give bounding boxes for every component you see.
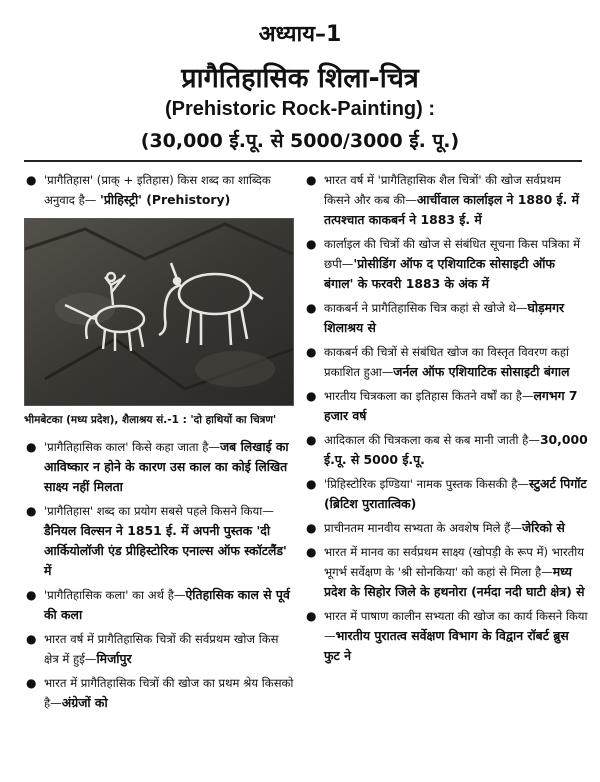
question-text: 'प्रागैतिहास' (प्राक् + इतिहास) किस शब्द का शाब्दिक अनुवाद है— (44, 173, 271, 207)
list-item (24, 170, 294, 210)
question-text: आदिकाल की चित्रकला कब से कब मानी जाती है— (324, 433, 540, 447)
bullet-icon: ● (26, 588, 37, 602)
title-divider (24, 160, 582, 162)
bullet-icon: ● (306, 609, 317, 623)
list-item (24, 437, 294, 497)
list-item (304, 518, 588, 538)
list-item (304, 170, 588, 230)
answer-text: डैनियल विल्सन ने 1851 ई. में अपनी पुस्तक 'दी आर्कियोलॉजी एंड प्रीहिस्टोरिक एनाल्स ऑफ स्कॉटलैंड' में (44, 523, 287, 578)
question-text: 'प्रागैतिहासिक कला' का अर्थ है— (44, 588, 186, 602)
answer-text: 30,000 ई.पू. से 5000 ई.पू. (324, 432, 588, 467)
answer-text: 'प्रोसीडिंग ऑफ द एशियाटिक सोसाइटी ऑफ बंगाल' के फरवरी 1883 के अंक में (324, 256, 555, 291)
answer-text: जब लिखाई का आविष्कार न होने के कारण उस काल का कोई लिखित साक्ष्य नहीं मिलता (44, 439, 289, 494)
list-item (304, 542, 588, 602)
bullet-icon: ● (26, 676, 37, 690)
answer-text: मध्य प्रदेश के सिहोर जिले के हथनोरा (नर्मदा नदी घाटी क्षेत्र) से (324, 564, 585, 599)
question-text: भारत में प्रागैतिहासिक चित्रों की खोज का प्रथम श्रेय किसको है— (44, 676, 294, 710)
question-text: भारत वर्ष में 'प्रागैतिहासिक शैल चित्रों' की खोज सर्वप्रथम किसने और कब की— (324, 173, 561, 207)
question-text: भारतीय चित्रकला का इतिहास कितने वर्षों का है— (324, 389, 534, 403)
answer-text: जर्नल ऑफ एशियाटिक सोसाइटी बंगाल (393, 364, 570, 379)
answer-text: मिर्जापुर (96, 651, 132, 666)
bullet-icon: ● (26, 173, 37, 187)
bullet-icon: ● (26, 632, 37, 646)
bullet-icon: ● (306, 545, 317, 559)
chapter-heading: अध्याय–1 (258, 22, 342, 47)
question-text: भारत में मानव का सर्वप्रथम साक्ष्य (खोपड़ी के रूप में) भारतीय भूगर्भ सर्वेक्षण के 'श्री सोनकिया' को कहां से मिला है— (324, 545, 584, 579)
rock-painting-image (24, 218, 294, 406)
answer-text: आर्चीवाल कार्लाइल ने 1880 ई. में तत्पश्चात काकबर्न ने 1883 ई. में (324, 192, 580, 227)
question-text: 'प्रागैतिहासिक काल' किसे कहा जाता है— (44, 440, 220, 454)
list-item (304, 430, 588, 470)
question-text: भारत में पाषाण कालीन सभ्यता की खोज का कार्य किसने किया— (324, 609, 588, 643)
answer-text: 'प्रीहिस्ट्री' (Prehistory) (100, 192, 231, 207)
bullet-icon: ● (306, 389, 317, 403)
question-text: 'प्रिहिस्टोरिक इण्डिया' नामक पुस्तक किसकी है— (324, 477, 529, 491)
bullet-icon: ● (26, 440, 37, 454)
list-item (24, 673, 294, 713)
answer-text: लगभग 7 हजार वर्ष (324, 388, 578, 423)
question-text: कार्लाइल की चित्रों की खोज से संबंधित सूचना किस पत्रिका में छपी— (324, 237, 581, 271)
left-column (24, 170, 294, 717)
list-item (304, 606, 588, 666)
list-item (24, 585, 294, 625)
period-range: (30,000 ई.पू. से 5000/3000 ई. पू.) (140, 130, 460, 152)
list-item (24, 501, 294, 581)
page-title-english: (Prehistoric Rock-Painting) : (164, 98, 436, 120)
question-text: भारत वर्ष में प्रागैतिहासिक चित्रों की सर्वप्रथम खोज किस क्षेत्र में हुई— (44, 632, 279, 666)
list-item (304, 342, 588, 382)
bullet-icon: ● (26, 504, 37, 518)
list-item (304, 298, 588, 338)
question-text: 'प्रागैतिहास' शब्द का प्रयोग सबसे पहले किसने किया— (44, 504, 274, 518)
answer-text: ऐतिहासिक काल से पूर्व की कला (44, 587, 290, 622)
figure-caption: भीमबेटका (मध्य प्रदेश), शैलाश्रय सं.-1 : 'दो हाथियों का चित्रण' (24, 414, 277, 426)
question-text: प्राचीनतम मानवीय सभ्यता के अवशेष मिले हैं— (324, 521, 522, 535)
question-text: काकबर्न ने प्रागैतिहासिक चित्र कहां से खोजे थे— (324, 301, 528, 315)
answer-text: भारतीय पुरातत्व सर्वेक्षण विभाग के विद्वान रॉबर्ट ब्रुस फुट ने (324, 628, 569, 663)
answer-text: स्टुअर्ट पिगॉट (ब्रिटिश पुरातात्विक) (324, 476, 587, 511)
right-column (304, 170, 588, 670)
list-item (304, 474, 588, 514)
bullet-icon: ● (306, 477, 317, 491)
page-title-hindi: प्रागैतिहासिक शिला-चित्र (181, 63, 419, 94)
bullet-icon: ● (306, 433, 317, 447)
bullet-icon: ● (306, 301, 317, 315)
bullet-icon: ● (306, 345, 317, 359)
answer-text: घोड़मगर शिलाश्रय से (324, 300, 565, 335)
answer-text: जेरिको से (521, 520, 565, 535)
question-text: काकबर्न की चित्रों से संबंधित खोज का विस्तृत विवरण कहां प्रकाशित हुआ— (324, 345, 569, 379)
bullet-icon: ● (306, 173, 317, 187)
answer-text: अंग्रेजों को (61, 695, 108, 710)
bullet-icon: ● (306, 237, 317, 251)
list-item (304, 386, 588, 426)
elephants-painting-icon (25, 219, 293, 405)
bullet-icon: ● (306, 521, 317, 535)
list-item (304, 234, 588, 294)
list-item (24, 629, 294, 669)
